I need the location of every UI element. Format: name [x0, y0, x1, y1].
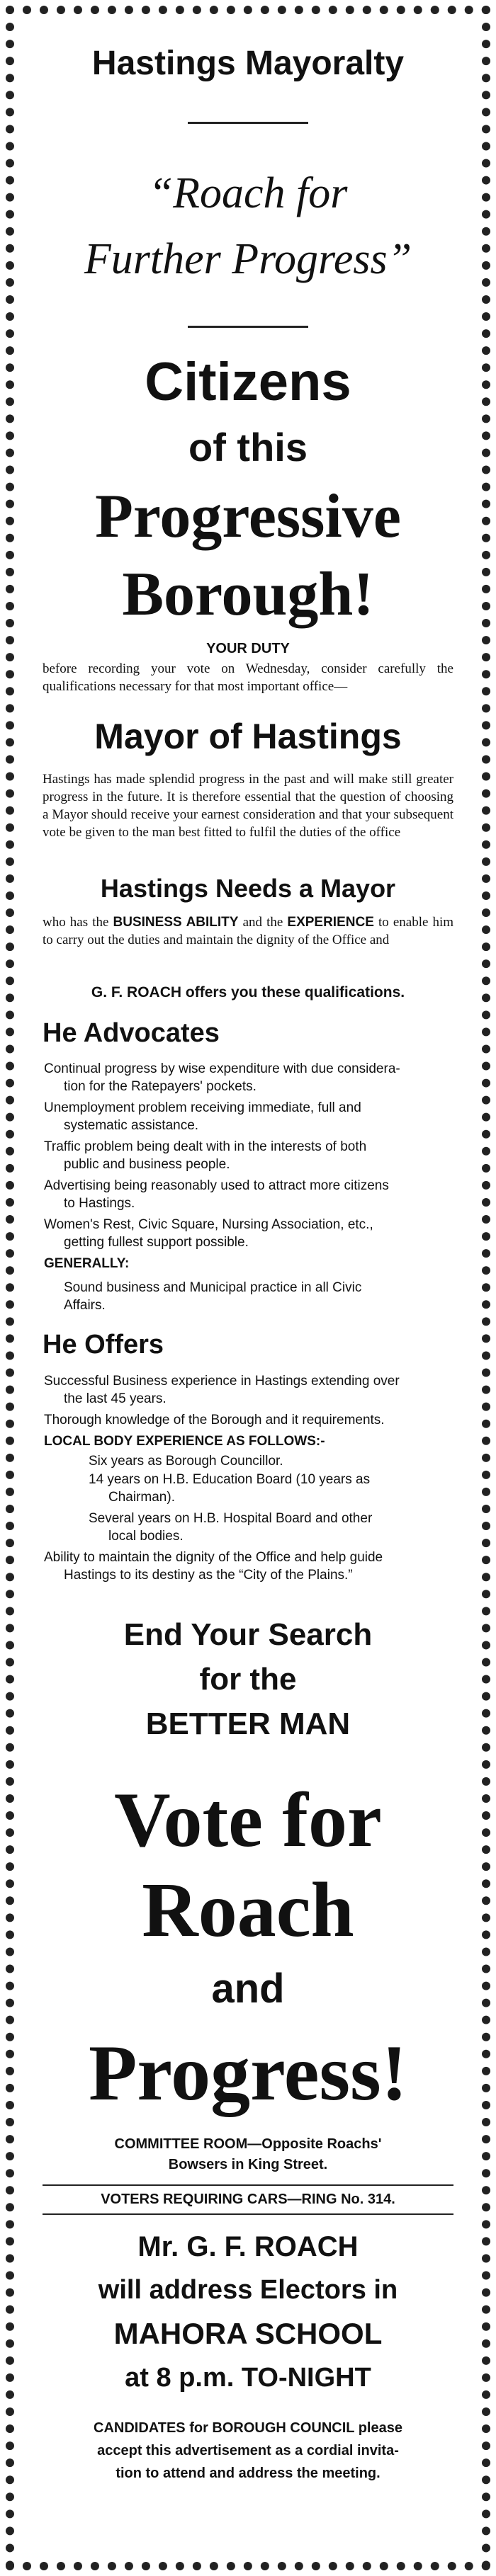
- advocates-item-4-first: Advertising being reasonably used to attract more citizens: [44, 1178, 389, 1193]
- slogan-rule: [188, 326, 308, 328]
- offers-item-1: [44, 1372, 453, 1408]
- committee-line-2: Bowsers in King Street.: [168, 2157, 328, 2172]
- candidates-line-2: accept this advertisement as a cordial invita-: [97, 2443, 399, 2458]
- local-body-label: LOCAL BODY EXPERIENCE AS FOLLOWS:-: [44, 1434, 325, 1449]
- advocates-item-3: [44, 1138, 453, 1173]
- advocates-item-1-rest: tion for the Ratepayers' pockets.: [64, 1079, 257, 1094]
- advocates-item-2-first: Unemployment problem receiving immediate, full and: [44, 1100, 361, 1115]
- ability-item-rest: Hastings to its destiny as the “City of the Plains.”: [64, 1568, 353, 1583]
- offers-item-2: Thorough knowledge of the Borough and it requirements.: [44, 1413, 385, 1427]
- local-sub-1: Six years as Borough Councillor.: [89, 1454, 283, 1469]
- advertisement: [14, 14, 482, 2562]
- advocates-heading: He Advocates: [43, 1018, 220, 1048]
- needs-experience: EXPERIENCE: [287, 915, 374, 930]
- closing-line-1: End Your Search: [123, 1617, 373, 1652]
- local-sub-3: [89, 1510, 453, 1545]
- header-title: Hastings Mayoralty: [91, 45, 405, 82]
- header-rule: [188, 122, 308, 124]
- duty-text: before recording your vote on Wednesday, consider carefully the qualifications necessary for that most important office—: [43, 661, 453, 694]
- needs-text-a: who has the: [43, 915, 109, 930]
- voters-cars: VOTERS REQUIRING CARS—RING No. 314.: [101, 2192, 395, 2207]
- generally-item-rest: Affairs.: [64, 1298, 106, 1313]
- voters-rule-bottom: [43, 2213, 453, 2215]
- mayor-heading: Mayor of Hastings: [94, 717, 402, 756]
- address-line-1: Mr. G. F. ROACH: [137, 2231, 359, 2262]
- advocates-item-3-first: Traffic problem being dealt with in the interests of both: [44, 1139, 367, 1154]
- intro-citizens: Citizens: [145, 352, 351, 412]
- offers-item-1-first: Successful Business experience in Hastings extending over: [44, 1374, 400, 1389]
- intro-borough: Borough!: [122, 560, 374, 629]
- offers-item-1-rest: the last 45 years.: [64, 1391, 167, 1406]
- ability-item: [44, 1549, 453, 1584]
- generally-item: [64, 1279, 453, 1314]
- advocates-item-5-rest: getting fullest support possible.: [64, 1235, 249, 1250]
- address-line-4: at 8 p.m. TO-NIGHT: [125, 2363, 371, 2393]
- needs-text-e: to enable him to carry out the duties and maintain the dignity of the Office and: [43, 915, 454, 947]
- advocates-item-4-rest: to Hastings.: [64, 1196, 135, 1211]
- address-line-3: MAHORA SCHOOL: [113, 2317, 383, 2350]
- local-sub-3-first: Several years on H.B. Hospital Board and other: [89, 1511, 373, 1526]
- offers-heading: He Offers: [43, 1330, 164, 1360]
- advocates-item-4: [44, 1177, 453, 1212]
- address-line-2: will address Electors in: [98, 2275, 398, 2305]
- closing-line-3: BETTER MAN: [145, 1706, 351, 1741]
- intro-of-this: of this: [188, 425, 308, 469]
- needs-text: [43, 913, 453, 969]
- committee-line-1: COMMITTEE ROOM—Opposite Roachs': [114, 2136, 382, 2152]
- advocates-item-3-rest: public and business people.: [64, 1157, 230, 1172]
- needs-business-ability: BUSINESS ABILITY: [113, 915, 239, 930]
- intro-progressive: Progressive: [95, 482, 401, 551]
- local-sub-2: [89, 1471, 453, 1506]
- advocates-item-5-first: Women's Rest, Civic Square, Nursing Association, etc.,: [44, 1217, 373, 1232]
- candidates-line-1: CANDIDATES for BOROUGH COUNCIL please: [94, 2420, 402, 2436]
- voters-rule-top: [43, 2184, 453, 2186]
- candidates-line-3: tion to attend and address the meeting.: [115, 2466, 381, 2481]
- closing-line-2: for the: [199, 1662, 297, 1697]
- slogan-line-1: “Roach for: [148, 169, 348, 217]
- mayor-text: Hastings has made splendid progress in the past and will make still greater progress in the future. It is therefore essential that the question of choosing a Mayor should receive your earnest consideration and that your subsequent vote be given to the man best fitted to fulfil the duties of the office: [43, 772, 453, 840]
- local-sub-2-first: 14 years on H.B. Education Board (10 years as: [89, 1472, 371, 1487]
- offers-qualifications-line: G. F. ROACH offers you these qualifications.: [91, 984, 405, 1001]
- needs-text-c: and the: [242, 915, 283, 930]
- advocates-item-2: [44, 1099, 453, 1134]
- generally-item-first: Sound business and Municipal practice in all Civic: [64, 1280, 362, 1295]
- vote-roach: Roach: [142, 1867, 354, 1953]
- vote-for: Vote for: [114, 1777, 382, 1863]
- advocates-item-1: [44, 1060, 453, 1095]
- needs-heading: Hastings Needs a Mayor: [100, 874, 396, 903]
- slogan-line-2: Further Progress”: [84, 235, 412, 283]
- vote-and: and: [211, 1966, 285, 2012]
- advocates-item-5: [44, 1216, 453, 1251]
- your-duty-label: YOUR DUTY: [206, 641, 290, 656]
- local-sub-2-rest: Chairman).: [108, 1490, 175, 1505]
- advocates-item-1-first: Continual progress by wise expenditure with due considera-: [44, 1061, 400, 1076]
- vote-progress: Progress!: [89, 2029, 407, 2117]
- advocates-item-2-rest: systematic assistance.: [64, 1118, 199, 1133]
- generally-label: GENERALLY:: [44, 1256, 130, 1271]
- local-sub-3-rest: local bodies.: [108, 1529, 184, 1544]
- ability-item-first: Ability to maintain the dignity of the Office and help guide: [44, 1550, 383, 1565]
